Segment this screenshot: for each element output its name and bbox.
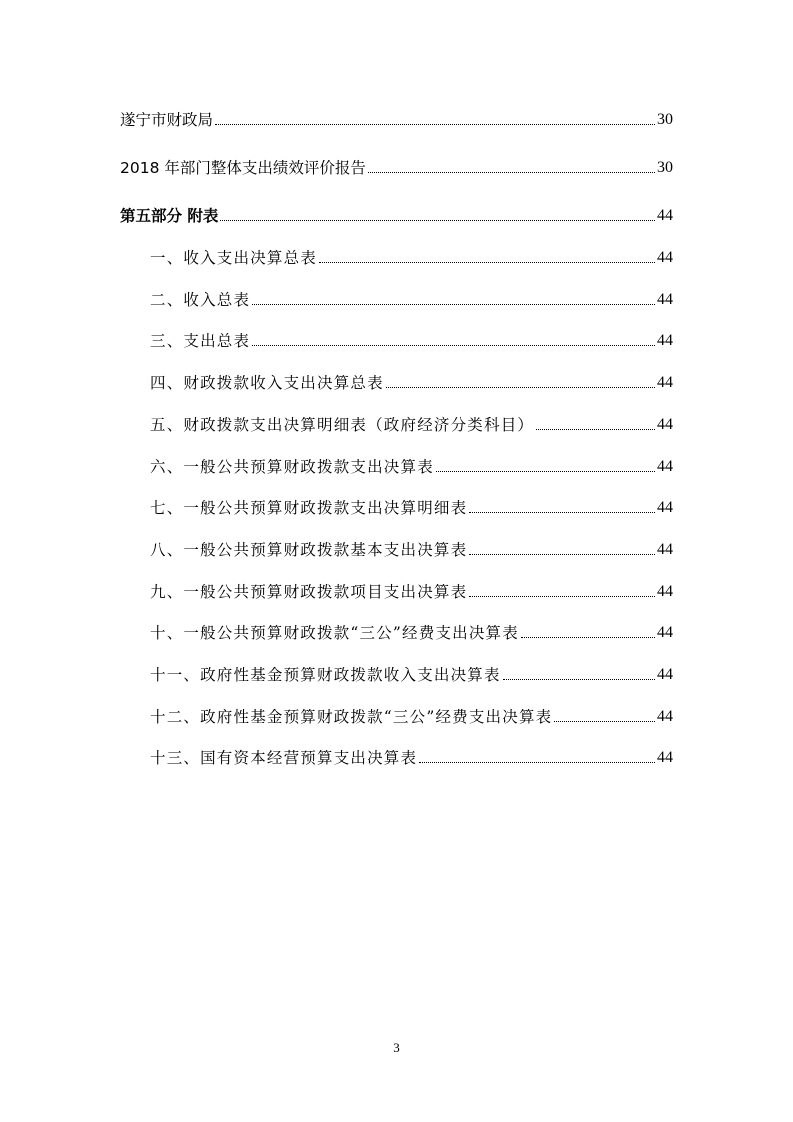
toc-dot-leader <box>469 554 655 555</box>
toc-entry-title: 五、财政拨款支出决算明细表（政府经济分类科目） <box>150 416 535 434</box>
toc-entry-table-9[interactable] <box>150 576 673 602</box>
toc-entry-title: 九、一般公共预算财政拨款项目支出决算表 <box>150 583 468 601</box>
toc-dot-leader <box>368 172 655 173</box>
toc-entry-title: 2018 年部门整体支出绩效评价报告 <box>120 159 366 177</box>
toc-dot-leader <box>252 345 655 346</box>
toc-entry-page: 44 <box>657 458 673 475</box>
toc-entry-title: 二、收入总表 <box>150 291 251 309</box>
toc-entry-table-6[interactable] <box>150 451 673 477</box>
toc-entry-page: 44 <box>657 749 673 766</box>
toc-entry-page: 44 <box>657 499 673 516</box>
toc-entry-table-2[interactable] <box>150 284 673 310</box>
toc-entry-title: 四、财政拨款收入支出决算总表 <box>150 374 384 392</box>
toc-dot-leader <box>252 304 655 305</box>
toc-dot-leader <box>319 262 655 263</box>
toc-entry-page: 30 <box>657 111 673 128</box>
page-number: 3 <box>393 1040 400 1055</box>
toc-entry-title: 六、一般公共预算财政拨款支出决算表 <box>150 458 434 476</box>
toc-entry-title: 三、支出总表 <box>150 332 251 350</box>
toc-entry-performance-report[interactable] <box>120 152 673 178</box>
toc-entry-table-13[interactable] <box>150 742 673 768</box>
toc-entry-table-1[interactable] <box>150 242 673 268</box>
toc-entry-page: 44 <box>657 583 673 600</box>
toc-dot-leader <box>220 220 655 221</box>
toc-entry-page: 44 <box>657 374 673 391</box>
toc-entry-page: 44 <box>657 666 673 683</box>
toc-entry-table-4[interactable] <box>150 367 673 393</box>
toc-entry-title: 遂宁市财政局 <box>120 111 214 129</box>
toc-dot-leader <box>386 387 655 388</box>
toc-entry-page: 44 <box>657 207 673 224</box>
toc-entry-page: 44 <box>657 541 673 558</box>
toc-entry-suining-finance-bureau[interactable] <box>120 104 673 130</box>
toc-dot-leader <box>215 124 655 125</box>
toc-entry-title: 十、一般公共预算财政拨款“三公”经费支出决算表 <box>150 624 519 642</box>
toc-dot-leader <box>521 637 655 638</box>
toc-entry-table-12[interactable] <box>150 701 673 727</box>
toc-dot-leader <box>503 679 655 680</box>
toc-entry-title: 十一、政府性基金预算财政拨款收入支出决算表 <box>150 666 501 684</box>
toc-entry-title: 一、收入支出决算总表 <box>150 249 318 267</box>
toc-dot-leader <box>436 471 655 472</box>
toc-entry-table-8[interactable] <box>150 534 673 560</box>
toc-entry-page: 44 <box>657 416 673 433</box>
toc-entry-title: 七、一般公共预算财政拨款支出决算明细表 <box>150 499 468 517</box>
toc-entry-page: 44 <box>657 624 673 641</box>
toc-entry-title: 八、一般公共预算财政拨款基本支出决算表 <box>150 541 468 559</box>
toc-dot-leader <box>554 721 655 722</box>
toc-entry-table-11[interactable] <box>150 659 673 685</box>
toc-entry-title: 第五部分 附表 <box>120 207 219 225</box>
toc-entry-title: 十二、政府性基金预算财政拨款“三公”经费支出决算表 <box>150 708 553 726</box>
toc-dot-leader <box>469 512 655 513</box>
toc-entry-table-10[interactable] <box>150 617 673 643</box>
toc-entry-page: 44 <box>657 291 673 308</box>
toc-entry-page: 30 <box>657 159 673 176</box>
toc-entry-table-3[interactable] <box>150 325 673 351</box>
toc-entry-page: 44 <box>657 332 673 349</box>
toc-entry-part-five-appendix[interactable] <box>120 200 673 226</box>
toc-entry-page: 44 <box>657 249 673 266</box>
toc-entry-table-5[interactable] <box>150 409 673 435</box>
toc-entry-title: 十三、国有资本经营预算支出决算表 <box>150 749 418 767</box>
toc-dot-leader <box>469 596 655 597</box>
toc-entry-page: 44 <box>657 708 673 725</box>
toc-dot-leader <box>419 762 655 763</box>
toc-entry-table-7[interactable] <box>150 492 673 518</box>
toc-dot-leader <box>536 429 655 430</box>
